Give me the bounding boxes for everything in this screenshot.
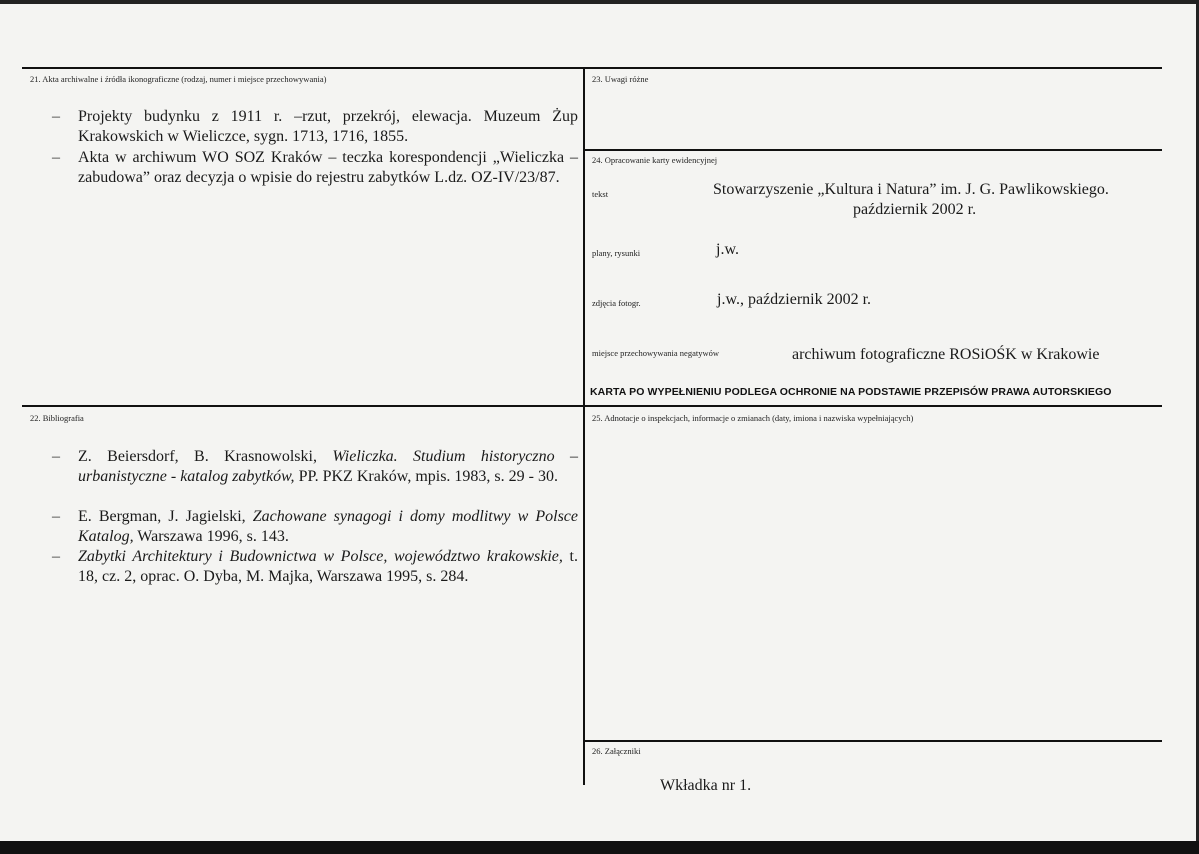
- list-bullet: –: [52, 149, 60, 166]
- bibliography-item-1: Z. Beiersdorf, B. Krasnowolski, Wieliczka. Studium historyczno – urbanistyczne - katalog zabytków, PP. PKZ Kraków, mpis. 1983, s. 29 - 30.: [78, 448, 579, 485]
- plany-label: plany, rysunki: [592, 248, 641, 258]
- zdjecia-value: j.w., październik 2002 r.: [717, 291, 872, 308]
- archive-item-1: Projekty budynku z 1911 r. –rzut, przekrój, elewacja. Muzeum Żup Krakowskich w Wieliczce, sygn. 1713, 1716, 1855.: [78, 108, 578, 145]
- tekst-label: tekst: [592, 189, 609, 199]
- rule-middle: [22, 405, 1162, 407]
- section-25-label: 25. Adnotacje o inspekcjach, informacje o zmianach (daty, imiona i nazwiska wypełniających): [592, 413, 914, 423]
- bibliography-item-2: E. Bergman, J. Jagielski, Zachowane synagogi i domy modlitwy w Polsce Katalog, Warszawa 1996, s. 143.: [78, 508, 578, 545]
- copyright-note: KARTA PO WYPEŁNIENIU PODLEGA OCHRONIE NA PODSTAWIE PRZEPISÓW PRAWA AUTORSKIEGO: [590, 386, 1112, 398]
- section-24-label: 24. Opracowanie karty ewidencyjnej: [592, 155, 718, 165]
- section-22-label: 22. Bibliografia: [30, 413, 84, 423]
- rule-23-24: [584, 149, 1162, 151]
- scan-edge-bottom: [0, 841, 1199, 854]
- scan-edge-top: [0, 0, 1199, 4]
- tekst-value-line1: Stowarzyszenie „Kultura i Natura” im. J. G. Pawlikowskiego.: [713, 181, 1109, 198]
- list-bullet: –: [52, 448, 60, 465]
- attachment-value: Wkładka nr 1.: [660, 777, 752, 794]
- section-23-label: 23. Uwagi różne: [592, 74, 649, 84]
- list-bullet: –: [52, 548, 60, 565]
- bibliography-item-3: Zabytki Architektury i Budownictwa w Polsce, województwo krakowskie, t. 18, cz. 2, oprac. O. Dyba, M. Majka, Warszawa 1995, s. 284.: [78, 548, 578, 585]
- archive-item-2: Akta w archiwum WO SOZ Kraków – teczka korespondencji „Wieliczka – zabudowa” oraz decyzja o wpisie do rejestru zabytków L.dz. OZ-IV/23/87.: [78, 149, 578, 186]
- rule-column-divider: [583, 67, 585, 785]
- miejsce-label: miejsce przechowywania negatywów: [592, 348, 719, 358]
- section-26-label: 26. Załączniki: [592, 746, 641, 756]
- rule-top: [22, 67, 1162, 69]
- section-21-label: 21. Akta archiwalne i źródła ikonograficzne (rodzaj, numer i miejsce przechowywania): [30, 74, 327, 84]
- tekst-value-line2: październik 2002 r.: [853, 201, 977, 218]
- zdjecia-label: zdjęcia fotogr.: [592, 298, 641, 308]
- list-bullet: –: [52, 108, 60, 125]
- rule-25-26: [584, 740, 1162, 742]
- plany-value: j.w.: [716, 241, 739, 258]
- miejsce-value: archiwum fotograficzne ROSiOŚK w Krakowie: [792, 346, 1100, 363]
- list-bullet: –: [52, 508, 60, 525]
